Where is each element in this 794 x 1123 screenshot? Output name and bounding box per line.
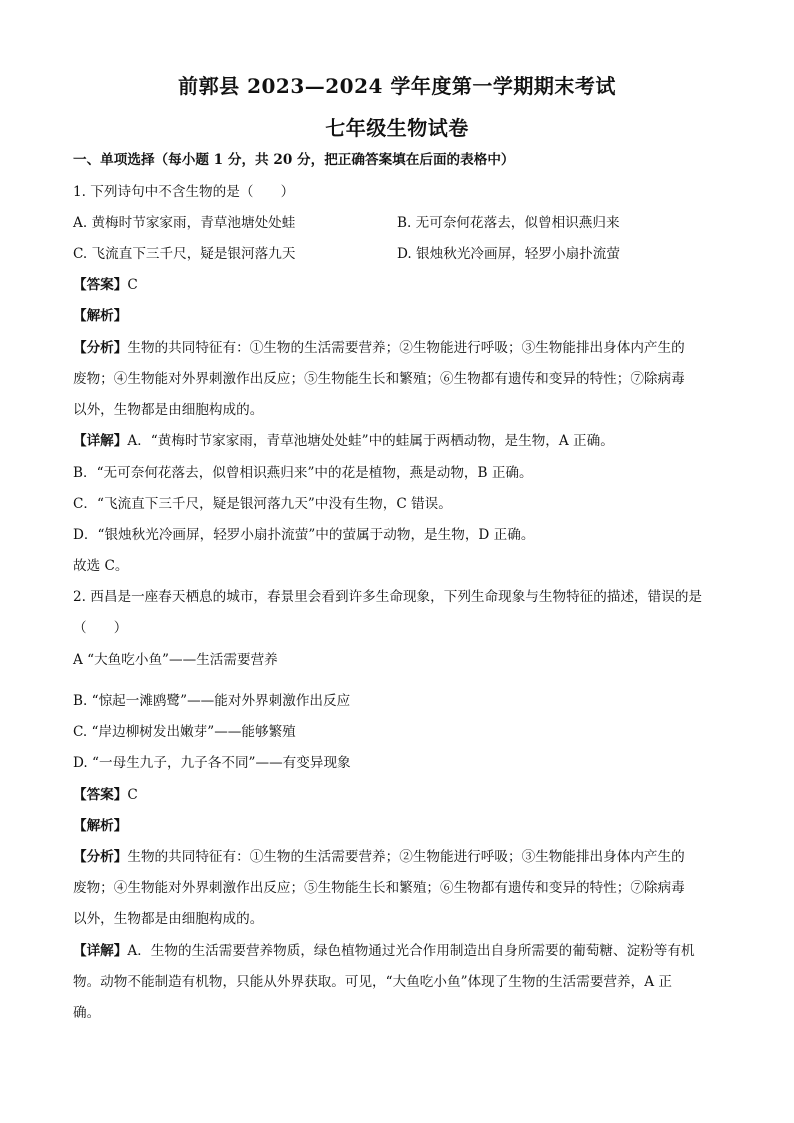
q1-analysis-tag: 【解析】: [73, 308, 128, 324]
section-heading: 一、单项选择（每小题 1 分，共 20 分，把正确答案填在后面的表格中）: [73, 152, 515, 168]
q1-option-d: D. 银烛秋光冷画屏，轻罗小扇扑流萤: [397, 246, 620, 262]
q2-detail-tag: 【详解】: [73, 943, 128, 959]
q1-stem: 1. 下列诗句中不含生物的是（ ）: [73, 184, 295, 200]
q2-option-a: A “大鱼吃小鱼”——生活需要营养: [73, 652, 278, 668]
page-title: 前郭县 2023—2024 学年度第一学期期末考试: [178, 74, 616, 98]
q1-option-a: A. 黄梅时节家家雨，青草池塘处处蛙: [73, 215, 296, 231]
q2-option-d: D. “一母生九子，九子各不同”——有变异现象: [73, 755, 351, 771]
q2-detail-line-3: 确。: [73, 1005, 101, 1021]
q2-stem-line-2: （ ）: [73, 620, 128, 636]
q1-answer-value: C: [127, 277, 138, 293]
q1-detail-a-text: A．“黄梅时节家家雨，青草池塘处处蛙”中的蛙属于两栖动物，是生物，A 正确。: [127, 433, 614, 449]
q2-analysis-tag: 【解析】: [73, 818, 128, 834]
q1-fenxi-text-1: 生物的共同特征有：①生物的生活需要营养；②生物能进行呼吸；③生物能排出身体内产生的: [127, 340, 685, 356]
q2-fenxi-line-2: 废物；④生物能对外界刺激作出反应；⑤生物能生长和繁殖；⑥生物都有遗传和变异的特性；⑦除病毒: [73, 880, 685, 896]
q1-detail-b: B．“无可奈何花落去，似曾相识燕归来”中的花是植物，燕是动物，B 正确。: [73, 465, 533, 481]
q1-fenxi-tag: 【分析】: [73, 340, 128, 356]
q1-option-c: C. 飞流直下三千尺，疑是银河落九天: [73, 246, 296, 262]
q1-option-b: B. 无可奈何花落去，似曾相识燕归来: [397, 215, 620, 231]
q1-conclusion: 故选 C。: [73, 558, 129, 574]
q2-stem-line-1: 2. 西昌是一座春天栖息的城市，春景里会看到许多生命现象，下列生命现象与生物特征的描述，错误的是: [73, 589, 703, 605]
q1-detail-d: D．“银烛秋光冷画屏，轻罗小扇扑流萤”中的萤属于动物，是生物，D 正确。: [73, 527, 535, 543]
q2-answer-tag: 【答案】: [73, 787, 128, 803]
q2-detail-line-1: [73, 942, 724, 960]
q2-detail-line-2: 物。动物不能制造有机物，只能从外界获取。可见，“大鱼吃小鱼”体现了生物的生活需要营养，A 正: [73, 974, 672, 990]
q1-detail-c: C．“飞流直下三千尺，疑是银河落九天”中没有生物，C 错误。: [73, 496, 452, 512]
q1-detail-tag: 【详解】: [73, 433, 128, 449]
q2-answer-value: C: [127, 787, 138, 803]
q1-answer: [73, 276, 724, 294]
q2-option-b: B. “惊起一滩鸥鹭”——能对外界刺激作出反应: [73, 693, 351, 709]
q2-fenxi-line-3: 以外，生物都是由细胞构成的。: [73, 911, 264, 927]
q1-fenxi-line-2: 废物；④生物能对外界刺激作出反应；⑤生物能生长和繁殖；⑥生物都有遗传和变异的特性；⑦除病毒: [73, 371, 685, 387]
q1-answer-tag: 【答案】: [73, 277, 128, 293]
q2-option-c: C. “岸边柳树发出嫩芽”——能够繁殖: [73, 724, 296, 740]
q1-fenxi-line-1: [73, 339, 724, 357]
page-subtitle: 七年级生物试卷: [325, 116, 469, 140]
q2-answer: [73, 786, 724, 804]
q2-fenxi-text-1: 生物的共同特征有：①生物的生活需要营养；②生物能进行呼吸；③生物能排出身体内产生的: [127, 849, 685, 865]
q2-fenxi-line-1: [73, 848, 724, 866]
q2-detail-text-1: A．生物的生活需要营养物质，绿色植物通过光合作用制造出自身所需要的葡萄糖、淀粉等有机: [127, 943, 695, 959]
q1-fenxi-line-3: 以外，生物都是由细胞构成的。: [73, 402, 264, 418]
q2-fenxi-tag: 【分析】: [73, 849, 128, 865]
q1-detail-a: [73, 432, 724, 450]
